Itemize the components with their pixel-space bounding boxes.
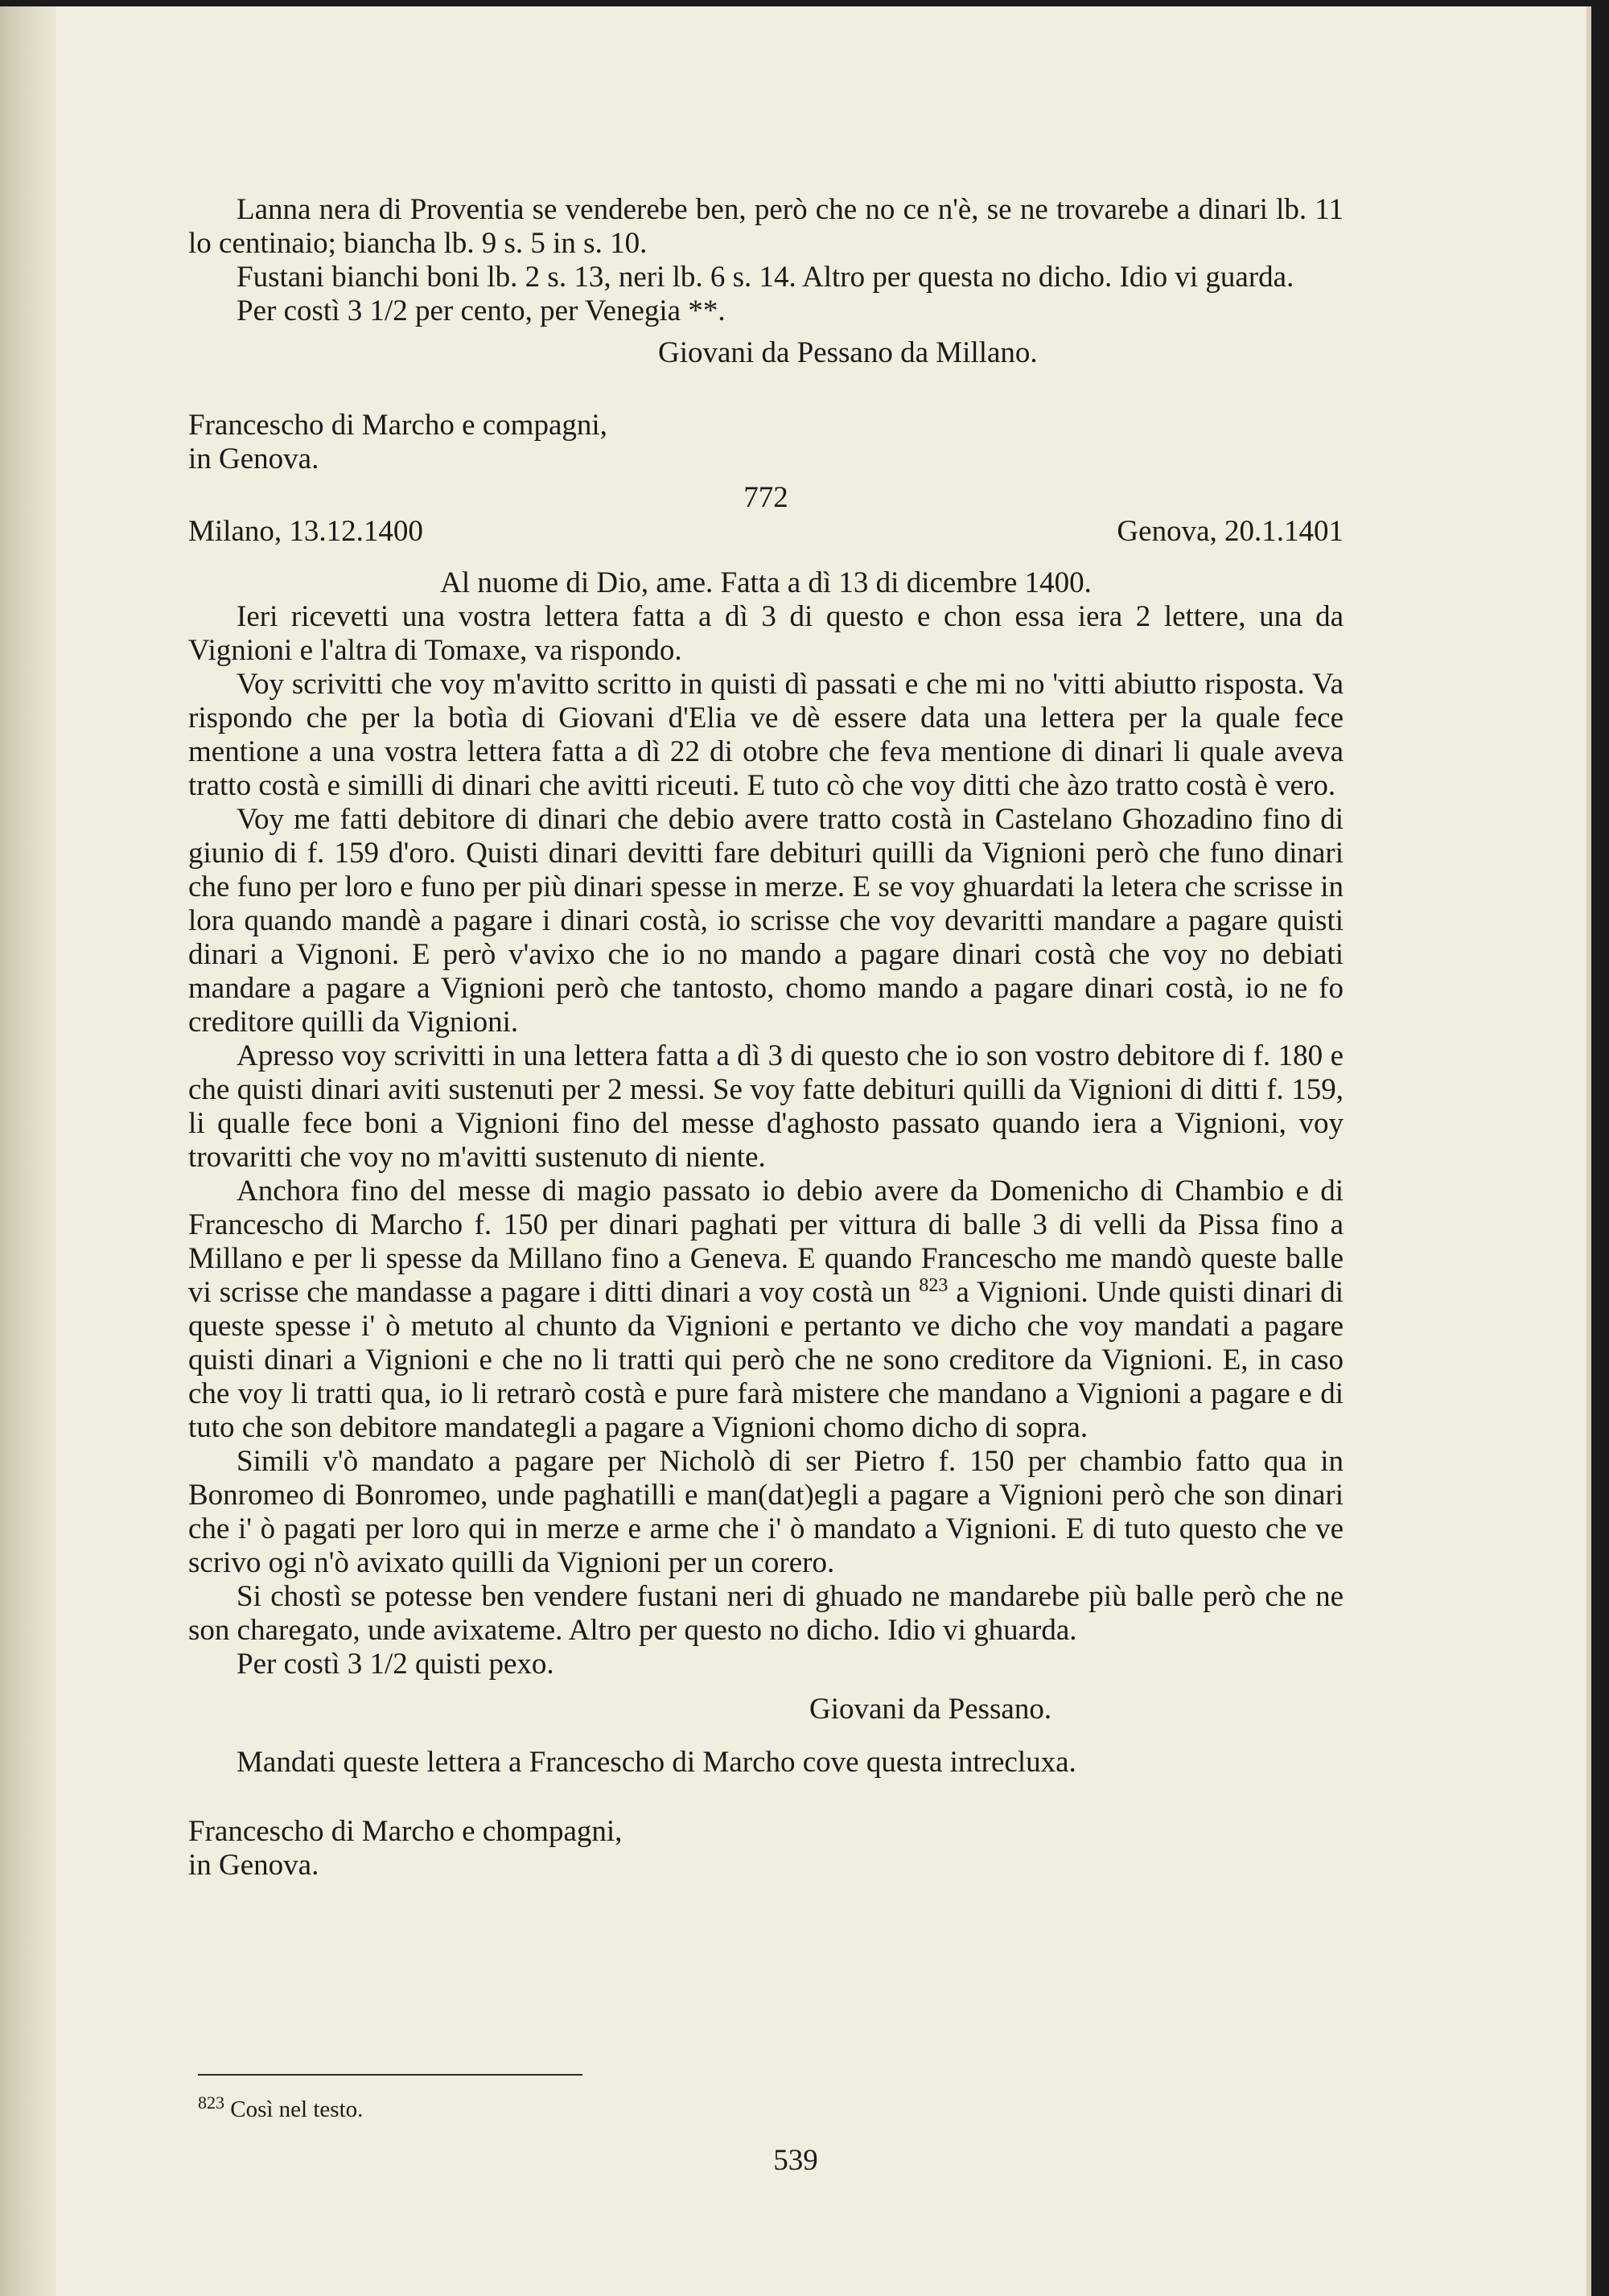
letter-paragraph-1: Ieri ricevetti una vostra lettera fatta a dì 3 di questo e chon essa iera 2 lettere, una da Vignioni e l'altra di Tomaxe, va rispondo.	[188, 600, 1344, 667]
letter-destination: Genova, 20.1.1401	[1117, 515, 1344, 548]
letter-paragraph-4: Apresso voy scrivitti in una lettera fatta a dì 3 di questo che io son vostro debitore di f. 180 e che quisti dinari aviti sustenuti per 2 messi. Se voy fatte debituri quilli da Vignioni di ditti f. 159, li qualle fece boni a Vignioni fino del messe d'aghosto passato quando iera a Vignioni, voy trovaritti che voy no m'avitti sustenuto di niente.	[188, 1039, 1344, 1174]
letter-number: 772	[743, 481, 788, 514]
letter-paragraph-2: Voy scrivitti che voy m'avitto scritto in quisti dì passati e che mi no 'vitti abiutto risposta. Va rispondo che per la botìa di Giovani d'Elia ve dè essere data una lettera per la quale fece mentione a una vostra lettera fatta a dì 22 di otobre che feva mentione di dinari li quale aveva tratto costà e similli di dinari che avitti riceuti. E tuto cò che voy ditti che àzo tratto costà è vero.	[188, 668, 1344, 802]
addressee-line-2: in Genova.	[188, 442, 319, 475]
letter-dateline	[188, 515, 1344, 549]
page-text	[188, 193, 1344, 1882]
page-gutter-shadow	[0, 6, 56, 2296]
paragraph-exchange: Per costì 3 1/2 per cento, per Venegia **.	[237, 294, 726, 327]
letter-postscript: Mandati queste lettera a Francescho di Marcho cove questa intrecluxa.	[237, 1746, 1076, 1779]
page-number: 539	[773, 2144, 818, 2177]
book-page	[0, 6, 1591, 2296]
addressee-line-1: Francescho di Marcho e compagni,	[188, 409, 607, 442]
letter-paragraph-5-part-2: a Vignioni. Unde quisti dinari di queste spesse i' ò metuto al chunto da Vignioni e pertanto ve dicho che voy mandati a pagare quisti dinari a Vignioni e che no li tratti qui però che ne sono creditore da Vignioni. E, in caso che voy li tratti qua, io li retrarò costà e pure farà mistere che mandano a Vignioni a pagare e di tuto che son debitore mandategli a pagare a Vignioni chomo dicho di sopra.	[188, 1276, 1344, 1444]
letter-paragraph-8: Per costì 3 1/2 quisti pexo.	[237, 1648, 554, 1681]
paragraph-fustian: Fustani bianchi boni lb. 2 s. 13, neri lb. 6 s. 14. Altro per questa no dicho. Idio vi guarda.	[237, 261, 1294, 294]
letter-paragraph-7: Si chostì se potesse ben vendere fustani neri di ghuado ne mandarebe più balle però che ne son charegato, unde avixateme. Altro per questo no dicho. Idio vi ghuarda.	[188, 1580, 1344, 1647]
letter-addressee-line-2: in Genova.	[188, 1849, 319, 1882]
letter-signature: Giovani da Pessano.	[809, 1693, 1052, 1726]
letter-origin: Milano, 13.12.1400	[188, 515, 423, 548]
footnote-reference[interactable]: 823	[919, 1275, 949, 1296]
letter-addressee-line-1: Francescho di Marcho e chompagni,	[188, 1815, 623, 1848]
letter-opening: Al nuome di Dio, ame. Fatta a dì 13 di dicembre 1400.	[440, 566, 1092, 599]
footnote-text: Così nel testo.	[230, 2096, 364, 2122]
signature-previous-letter: Giovani da Pessano da Millano.	[658, 336, 1038, 369]
paragraph-wool: Lanna nera di Proventia se venderebe ben, però che no ce n'è, se ne trovarebe a dinari lb. 11 lo centinaio; biancha lb. 9 s. 5 in s. 10.	[188, 193, 1344, 260]
footnote-number: 823	[198, 2092, 224, 2113]
letter-paragraph-6: Simili v'ò mandato a pagare per Nicholò di ser Pietro f. 150 per chambio fatto qua in Bonromeo di Bonromeo, unde paghatilli e man(dat)egli a pagare a Vignioni però che son dinari che i' ò pagati per loro qui in merze e arme che i' ò mandato a Vignioni. E di tuto questo che ve scrivo ogi n'ò avixato quilli da Vignioni per un corero.	[188, 1445, 1344, 1579]
page-edge	[1586, 6, 1591, 2296]
letter-paragraph-3: Voy me fatti debitore di dinari che debio avere tratto costà in Castelano Ghozadino fino di giunio di f. 159 d'oro. Quisti dinari devitti fare debituri quilli da Vignioni però che funo dinari che funo per loro e funo per più dinari spesse in merze. E se voy ghuardati la letera che scrisse in lora quando mandè a pagare i dinari costà, io scrisse che voy devaritti mandare a pagare quisti dinari a Vignoni. E però v'avixo che io no mando a pagare dinari costà che voy no debiati mandare a pagare a Vignioni però che tantosto, chomo mando a pagare dinari costà, io ne fo creditore quilli da Vignioni.	[188, 803, 1344, 1039]
footnote	[198, 2092, 364, 2124]
footnote-divider	[198, 2074, 582, 2076]
letter-paragraph-5	[188, 1175, 1344, 1445]
letter-paragraph-5-part-1: Anchora fino del messe di magio passato io debio avere da Domenicho di Chambio e di Francescho di Marcho f. 150 per dinari paghati per vittura di balle 3 di velli da Pissa fino a Millano e per li spesse da Millano fino a Geneva. E quando Francescho me mandò queste balle vi scrisse che mandasse a pagare i ditti dinari a voy costà un	[188, 1175, 1344, 1309]
